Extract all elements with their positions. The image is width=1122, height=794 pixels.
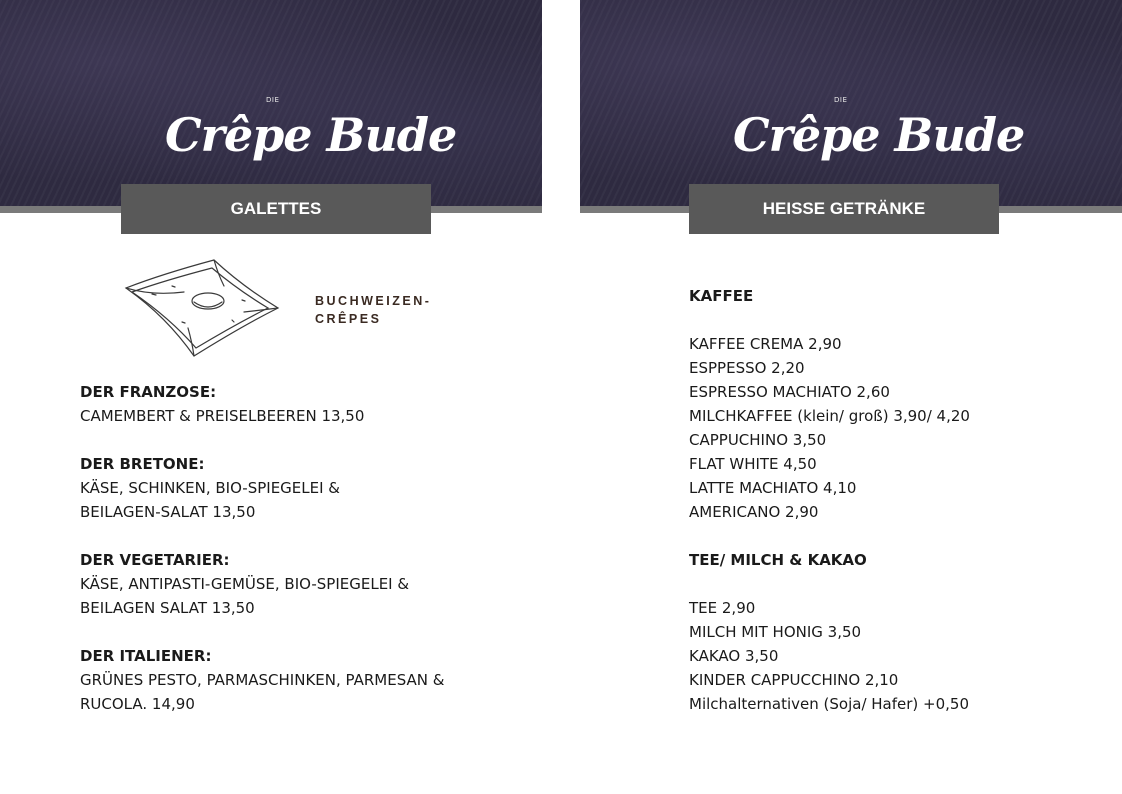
drink-item: KAFFEE CREMA 2,90	[689, 335, 842, 353]
logo-die-text: DIE	[266, 96, 280, 104]
drink-item: TEE 2,90	[689, 599, 756, 617]
item-desc: RUCOLA. 14,90	[80, 695, 195, 713]
item-name: DER ITALIENER:	[80, 647, 212, 665]
drink-item: ESPRESSO MACHIATO 2,60	[689, 383, 890, 401]
item-name: DER FRANZOSE:	[80, 383, 217, 401]
section-banner-galettes: GALETTES	[121, 184, 431, 234]
drinks-menu	[689, 284, 970, 716]
drink-item: MILCHKAFFEE (klein/ groß) 3,90/ 4,20	[689, 407, 970, 425]
item-desc: BEILAGEN SALAT 13,50	[80, 599, 255, 617]
section-title-kaffee: KAFFEE	[689, 287, 754, 305]
chalkboard-header	[580, 0, 1122, 206]
subtitle-line-1: BUCHWEIZEN-	[315, 294, 432, 308]
galettes-menu	[80, 380, 444, 716]
drink-item: MILCH MIT HONIG 3,50	[689, 623, 862, 641]
drink-item: Milchalternativen (Soja/ Hafer) +0,50	[689, 695, 969, 713]
logo-crepe-bude: Crêpe Bude	[733, 108, 1025, 162]
item-desc: CAMEMBERT & PREISELBEEREN 13,50	[80, 407, 365, 425]
logo-die-text: DIE	[834, 96, 848, 104]
subtitle-buchweizen	[315, 292, 431, 328]
subtitle-line-2: CRÊPES	[315, 312, 382, 326]
item-desc: KÄSE, SCHINKEN, BIO-SPIEGELEI &	[80, 479, 341, 497]
item-name: DER VEGETARIER:	[80, 551, 230, 569]
crepe-sketch-icon	[122, 256, 282, 360]
section-banner-heisse-getraenke: HEISSE GETRÄNKE	[689, 184, 999, 234]
drink-item: ESPPESSO 2,20	[689, 359, 805, 377]
item-desc: BEILAGEN-SALAT 13,50	[80, 503, 256, 521]
item-desc: KÄSE, ANTIPASTI-GEMÜSE, BIO-SPIEGELEI &	[80, 575, 410, 593]
item-name: DER BRETONE:	[80, 455, 205, 473]
drink-item: FLAT WHITE 4,50	[689, 455, 817, 473]
right-page	[580, 0, 1122, 794]
left-page	[0, 0, 542, 794]
drink-item: AMERICANO 2,90	[689, 503, 819, 521]
drink-item: KINDER CAPPUCCHINO 2,10	[689, 671, 899, 689]
drink-item: LATTE MACHIATO 4,10	[689, 479, 857, 497]
item-desc: GRÜNES PESTO, PARMASCHINKEN, PARMESAN &	[80, 671, 445, 689]
drink-item: CAPPUCHINO 3,50	[689, 431, 827, 449]
section-title-tee: TEE/ MILCH & KAKAO	[689, 551, 867, 569]
drink-item: KAKAO 3,50	[689, 647, 779, 665]
logo-crepe-bude: Crêpe Bude	[165, 108, 457, 162]
